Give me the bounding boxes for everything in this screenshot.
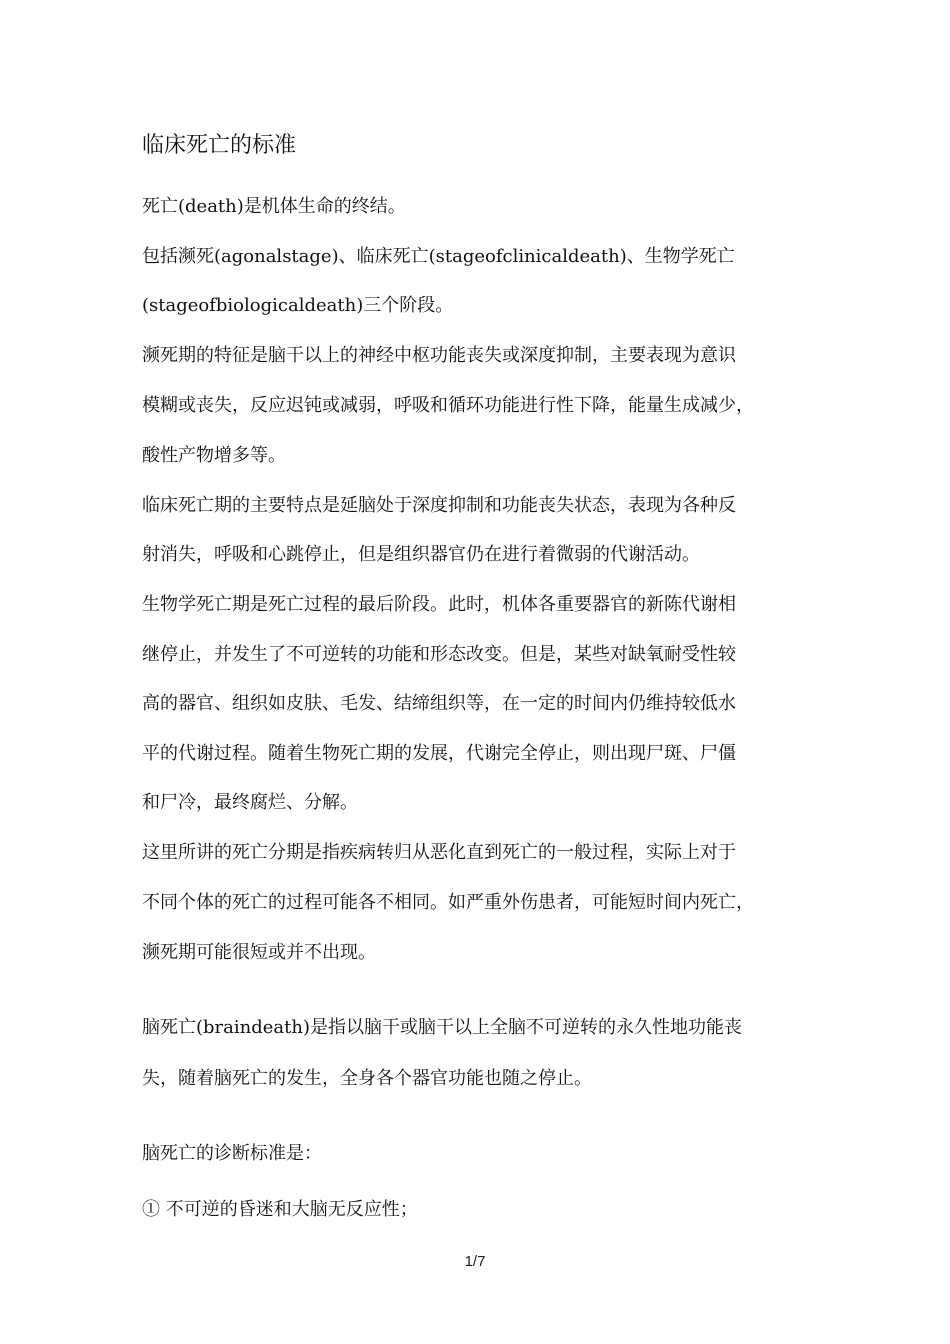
- text-line: 失，随着脑死亡的发生，全身各个器官功能也随之停止。: [142, 1068, 592, 1089]
- text-line: (stageofbiologicaldeath)三个阶段。: [142, 295, 454, 316]
- text-line: 脑死亡(braindeath)是指以脑干或脑干以上全脑不可逆转的永久性地功能丧: [142, 1017, 742, 1038]
- page-number: 1/7: [464, 1253, 486, 1270]
- text-line: 高的器官、组织如皮肤、毛发、结缔组织等，在一定的时间内仍维持较低水: [142, 693, 736, 714]
- text-line: 不同个体的死亡的过程可能各不相同。如严重外伤患者，可能短时间内死亡，: [142, 892, 754, 913]
- text-line: 包括濒死(agonalstage)、临床死亡(stageofclinicaldeath)、生物学死亡: [142, 246, 735, 267]
- text-line: 死亡(death)是机体生命的终结。: [142, 196, 406, 217]
- list-item: ① 不可逆的昏迷和大脑无反应性；: [142, 1199, 418, 1220]
- text-line: 濒死期可能很短或并不出现。: [142, 942, 376, 963]
- document-title: 临床死亡的标准: [142, 133, 297, 158]
- text-line: 继停止，并发生了不可逆转的功能和形态改变。但是，某些对缺氧耐受性较: [142, 644, 736, 665]
- text-line: 和尸冷，最终腐烂、分解。: [142, 792, 358, 813]
- text-line: 模糊或丧失，反应迟钝或减弱，呼吸和循环功能进行性下降，能量生成减少，: [142, 395, 754, 416]
- text-line: 生物学死亡期是死亡过程的最后阶段。此时，机体各重要器官的新陈代谢相: [142, 594, 736, 615]
- text-line: 脑死亡的诊断标准是：: [142, 1143, 322, 1164]
- text-line: 平的代谢过程。随着生物死亡期的发展，代谢完全停止，则出现尸斑、尸僵: [142, 743, 736, 764]
- text-line: 射消失，呼吸和心跳停止，但是组织器官仍在进行着微弱的代谢活动。: [142, 544, 700, 565]
- text-line: 临床死亡期的主要特点是延脑处于深度抑制和功能丧失状态，表现为各种反: [142, 495, 736, 516]
- text-line: 濒死期的特征是脑干以上的神经中枢功能丧失或深度抑制，主要表现为意识: [142, 345, 736, 366]
- text-line: 酸性产物增多等。: [142, 445, 286, 466]
- text-line: 这里所讲的死亡分期是指疾病转归从恶化直到死亡的一般过程，实际上对于: [142, 842, 736, 863]
